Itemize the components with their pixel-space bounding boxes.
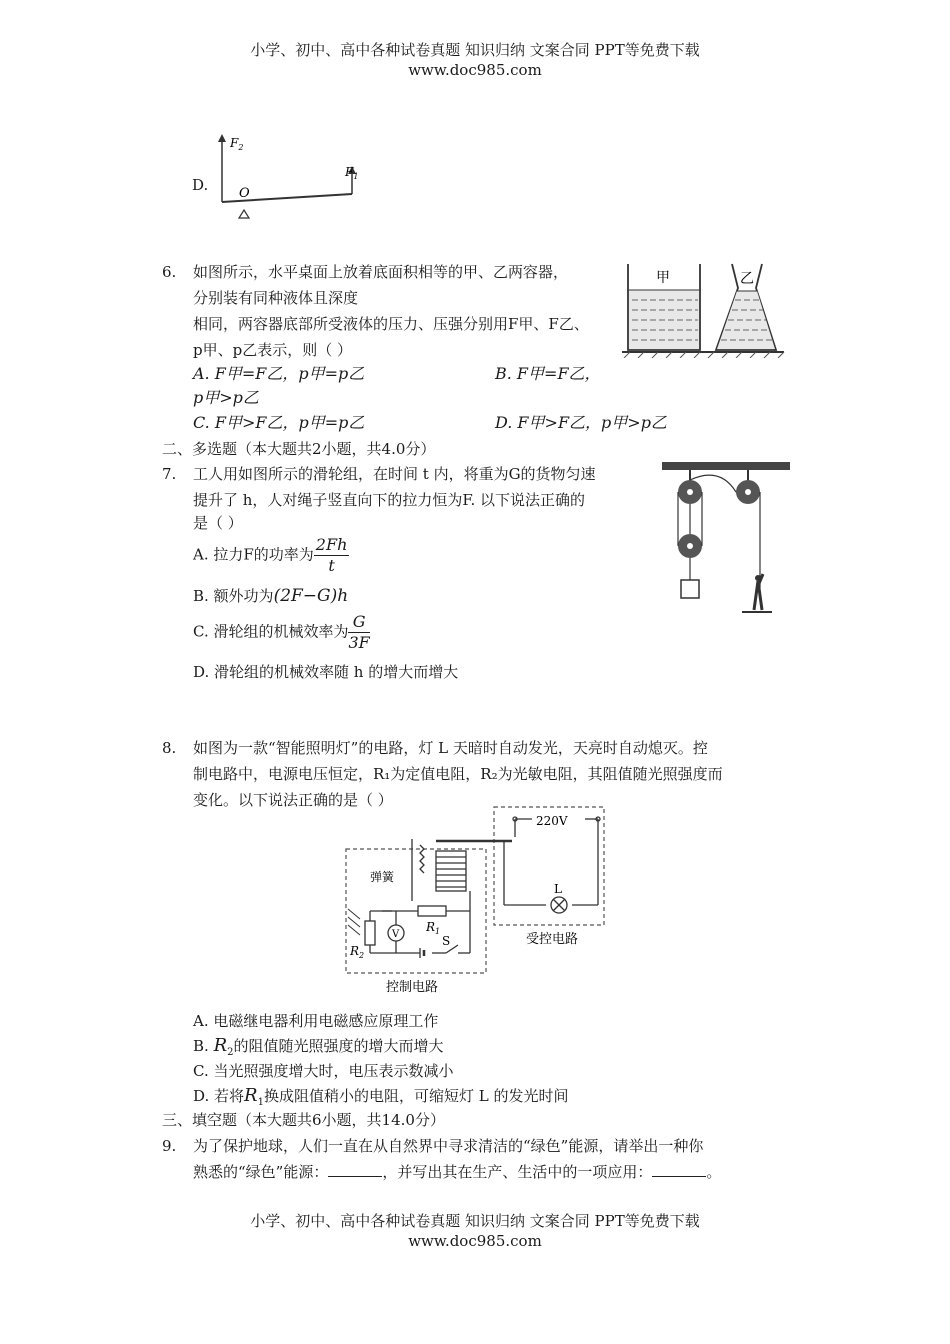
section-2-title: 二、多选题（本大题共2小题，共4.0分）	[162, 440, 436, 458]
page-footer-line1: 小学、初中、高中各种试卷真题 知识归纳 文案合同 PPT等免费下载	[250, 1212, 700, 1230]
q9-blank-1[interactable]	[328, 1162, 382, 1177]
q8-r2-label: $R_2$	[350, 944, 365, 960]
q8-line3: 变化。以下说法正确的是（ ）	[193, 791, 393, 809]
q8-220v-label: 220V	[536, 814, 568, 828]
q8-spring-label: 弹簧	[370, 870, 395, 884]
q6-option-a: A. F甲=F乙，p甲=p乙	[193, 364, 365, 383]
q9-blank-2[interactable]	[652, 1162, 706, 1177]
q6-option-b: B. F甲=F乙，	[495, 364, 601, 383]
q5-lever-figure	[212, 130, 362, 220]
q6-line4: p甲、p乙表示，则（ ）	[193, 341, 352, 359]
q8-r1-label: $R_1$	[426, 920, 441, 936]
q8-option-a: A. 电磁继电器利用电磁感应原理工作	[193, 1012, 439, 1030]
q6-option-c: C. F甲>F乙，p甲=p乙	[193, 413, 365, 432]
q5-option-d-label: D.	[192, 176, 209, 194]
q5-f1-label: $F_1$	[345, 165, 359, 181]
q5-o-label: O	[239, 186, 250, 201]
q7-option-a: A. 拉力F的功率为 $\frac{2Fh}{t}$	[193, 535, 348, 575]
q7-line3: 是（ ）	[193, 514, 243, 532]
q7-pulley-figure	[662, 460, 792, 622]
q9-number: 9.	[162, 1137, 177, 1155]
page-footer-url: www.doc985.com	[408, 1232, 542, 1250]
q6-jia-label: 甲	[656, 270, 670, 286]
q6-line3: 相同，两容器底部所受液体的压力、压强分别用F甲、F乙、	[193, 315, 589, 333]
q8-switch-label: S	[442, 934, 451, 948]
q8-option-b: B. $R_2$的阻值随光照强度的增大而增大	[193, 1035, 444, 1058]
q8-lamp-label: L	[554, 882, 562, 896]
q7-option-b: B. 额外功为(2F−G)h	[193, 586, 349, 606]
q7-number: 7.	[162, 465, 177, 483]
q6-option-b-cont: p甲>p乙	[193, 388, 259, 407]
q6-yi-label: 乙	[740, 271, 754, 287]
q9-line1: 为了保护地球，人们一直在从自然界中寻求清洁的“绿色”能源，请举出一种你	[193, 1137, 704, 1155]
q6-containers-figure	[620, 258, 786, 358]
section-3-title: 三、填空题（本大题共6小题，共14.0分）	[162, 1111, 445, 1129]
q6-option-d: D. F甲>F乙，p甲>p乙	[495, 413, 667, 432]
q8-voltmeter-label: V	[392, 929, 400, 940]
page-header-line1: 小学、初中、高中各种试卷真题 知识归纳 文案合同 PPT等免费下载	[250, 41, 700, 59]
q8-option-c: C. 当光照强度增大时，电压表示数减小	[193, 1062, 454, 1080]
q6-line1: 如图所示，水平桌面上放着底面积相等的甲、乙两容器，	[193, 263, 569, 281]
q8-control-circuit-label: 控制电路	[386, 980, 439, 995]
q8-line1: 如图为一款“智能照明灯”的电路，灯 L 天暗时自动发光，天亮时自动熄灭。控	[193, 739, 708, 757]
q8-line2: 制电路中，电源电压恒定，R₁为定值电阻，R₂为光敏电阻，其阻值随光照强度而	[193, 765, 723, 783]
q7-option-c: C. 滑轮组的机械效率为 $\frac{G}{3F}$	[193, 612, 370, 652]
q9-line2: 熟悉的“绿色”能源： ，并写出其在生产、生活中的一项应用： 。	[193, 1163, 722, 1181]
q8-option-d: D. 若将$R_1$换成阻值稍小的电阻，可缩短灯 L 的发光时间	[193, 1085, 569, 1108]
q8-controlled-circuit-label: 受控电路	[526, 932, 579, 947]
q8-circuit-figure	[340, 805, 610, 997]
q7-line2: 提升了 h，人对绳子竖直向下的拉力恒为F. 以下说法正确的	[193, 491, 586, 509]
q7-line1: 工人用如图所示的滑轮组，在时间 t 内，将重为G的货物匀速	[193, 465, 596, 483]
q5-f2-label: $F_2$	[230, 136, 244, 152]
q7-option-d: D. 滑轮组的机械效率随 h 的增大而增大	[193, 663, 459, 681]
q6-number: 6.	[162, 263, 177, 281]
page-header-url: www.doc985.com	[408, 61, 542, 79]
q8-number: 8.	[162, 739, 177, 757]
q6-line2: 分别装有同种液体且深度	[193, 289, 359, 307]
